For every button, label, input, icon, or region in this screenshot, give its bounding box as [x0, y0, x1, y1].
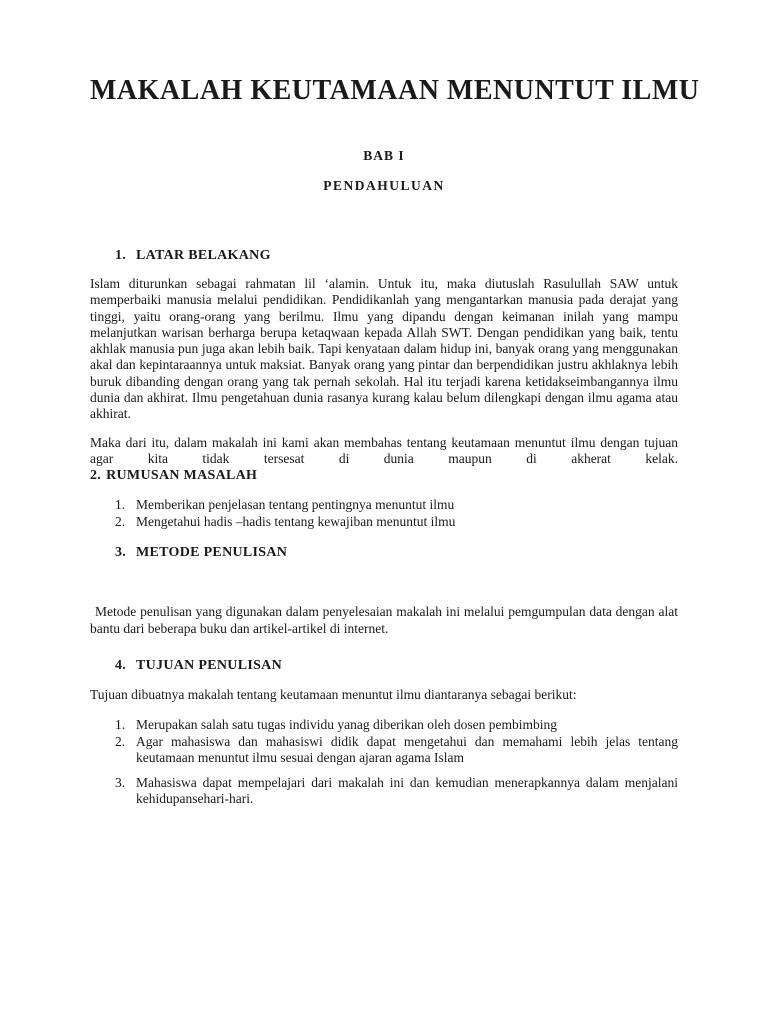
list-item-number: 2.	[115, 513, 126, 529]
section-1-number: 1.	[115, 248, 127, 263]
section-4-heading	[90, 657, 678, 674]
list-item-text: Merupakan salah satu tugas individu yanag diberikan oleh dosen pembimbing	[136, 717, 558, 733]
list-item-text: Agar mahasiswa dan mahasiswi didik dapat mengetahui dan memahami lebih jelas tentang keutamaan menuntut ilmu sesuai dengan ajaran agama Islam	[136, 733, 678, 766]
document-title: MAKALAH KEUTAMAAN MENUNTUT ILMU	[90, 75, 700, 106]
section-3-heading	[90, 544, 678, 561]
section-latar-belakang	[90, 247, 678, 467]
list-item-text: Mahasiswa dapat mempelajari dari makalah ini dan kemudian menerapkannya dalam menjalani kehidupansehari-hari.	[136, 774, 678, 807]
chapter-heading: BAB I	[363, 148, 405, 163]
section-2-number: 2.	[90, 468, 102, 484]
rumusan-masalah-list	[90, 497, 678, 530]
list-item-text: Mengetahui hadis –hadis tentang kewajiban menuntut ilmu	[136, 513, 456, 529]
paragraph-latar-belakang-2: Maka dari itu, dalam makalah ini kami akan membahas tentang keutamaan menuntut ilmu dengan tujuan agar kita tidak tersesat di dunia maupun di akherat kelak.	[90, 434, 678, 466]
section-1-heading-label: LATAR BELAKANG	[136, 248, 271, 263]
tujuan-list-item	[90, 734, 678, 767]
section-2-heading-label: RUMUSAN MASALAH	[106, 468, 258, 484]
section-3-number: 3.	[115, 545, 127, 561]
section-metode-penulisan	[90, 544, 678, 637]
section-2-heading	[90, 467, 678, 484]
paragraph-metode-penulisan: Metode penulisan yang digunakan dalam penyelesaian makalah ini melalui pemgumpulan data dengan alat bantu dari beberapa buku dan artikel-artikel di internet.	[90, 604, 678, 636]
list-item-number: 2.	[115, 733, 126, 749]
tujuan-list-item	[90, 775, 678, 808]
section-4-number: 4.	[115, 657, 127, 673]
list-item-number: 1.	[115, 717, 126, 733]
tujuan-list-item	[90, 717, 678, 734]
tujuan-penulisan-intro: Tujuan dibuatnya makalah tentang keutamaan menuntut ilmu diantaranya sebagai berikut:	[90, 686, 577, 702]
rumusan-list-item	[90, 514, 678, 531]
list-item-text: Memberikan penjelasan tentang pentingnya menuntut ilmu	[136, 497, 455, 513]
section-1-heading	[90, 247, 678, 264]
rumusan-list-item	[90, 497, 678, 514]
tujuan-penulisan-list	[90, 717, 678, 808]
section-tujuan-penulisan	[90, 657, 678, 808]
list-item-number: 3.	[115, 774, 126, 790]
section-3-heading-label: METODE PENULISAN	[136, 545, 288, 561]
section-rumusan-masalah	[90, 467, 678, 530]
paragraph-latar-belakang-1: Islam diturunkan sebagai rahmatan lil ‘alamin. Untuk itu, maka diutuslah Rasulullah SAW untuk memperbaiki manusia melalui pendidikan. Pendidikanlah yang mengantarkan manusia pada derajat yang tinggi, yaitu orang-orang yang berilmu. Ilmu yang dipandu dengan keimanan inilah yang mampu melanjutkan warisan berharga berupa ketaqwaan kepada Allah SWT. Dengan pendidikan yang baik, tentu akhlak manusia pun juga akan lebih baik. Tapi kenyataan dalam hidup ini, banyak orang yang menggunakan akal dan kepintaraannya untuk maksiat. Banyak orang yang pintar dan berpendidikan justru akhlaknya lebih buruk dibanding dengan orang yang tak pernah sekolah. Hal itu terjadi karena ketidakseimbangannya ilmu dunia dan akhirat. Ilmu pengetahuan dunia rasanya kurang kalau belum dilengkapi dengan ilmu agama atau akhirat.	[90, 276, 678, 422]
chapter-subheading: PENDAHULUAN	[323, 178, 445, 193]
section-4-heading-label: TUJUAN PENULISAN	[136, 657, 282, 673]
list-item-number: 1.	[115, 497, 126, 513]
